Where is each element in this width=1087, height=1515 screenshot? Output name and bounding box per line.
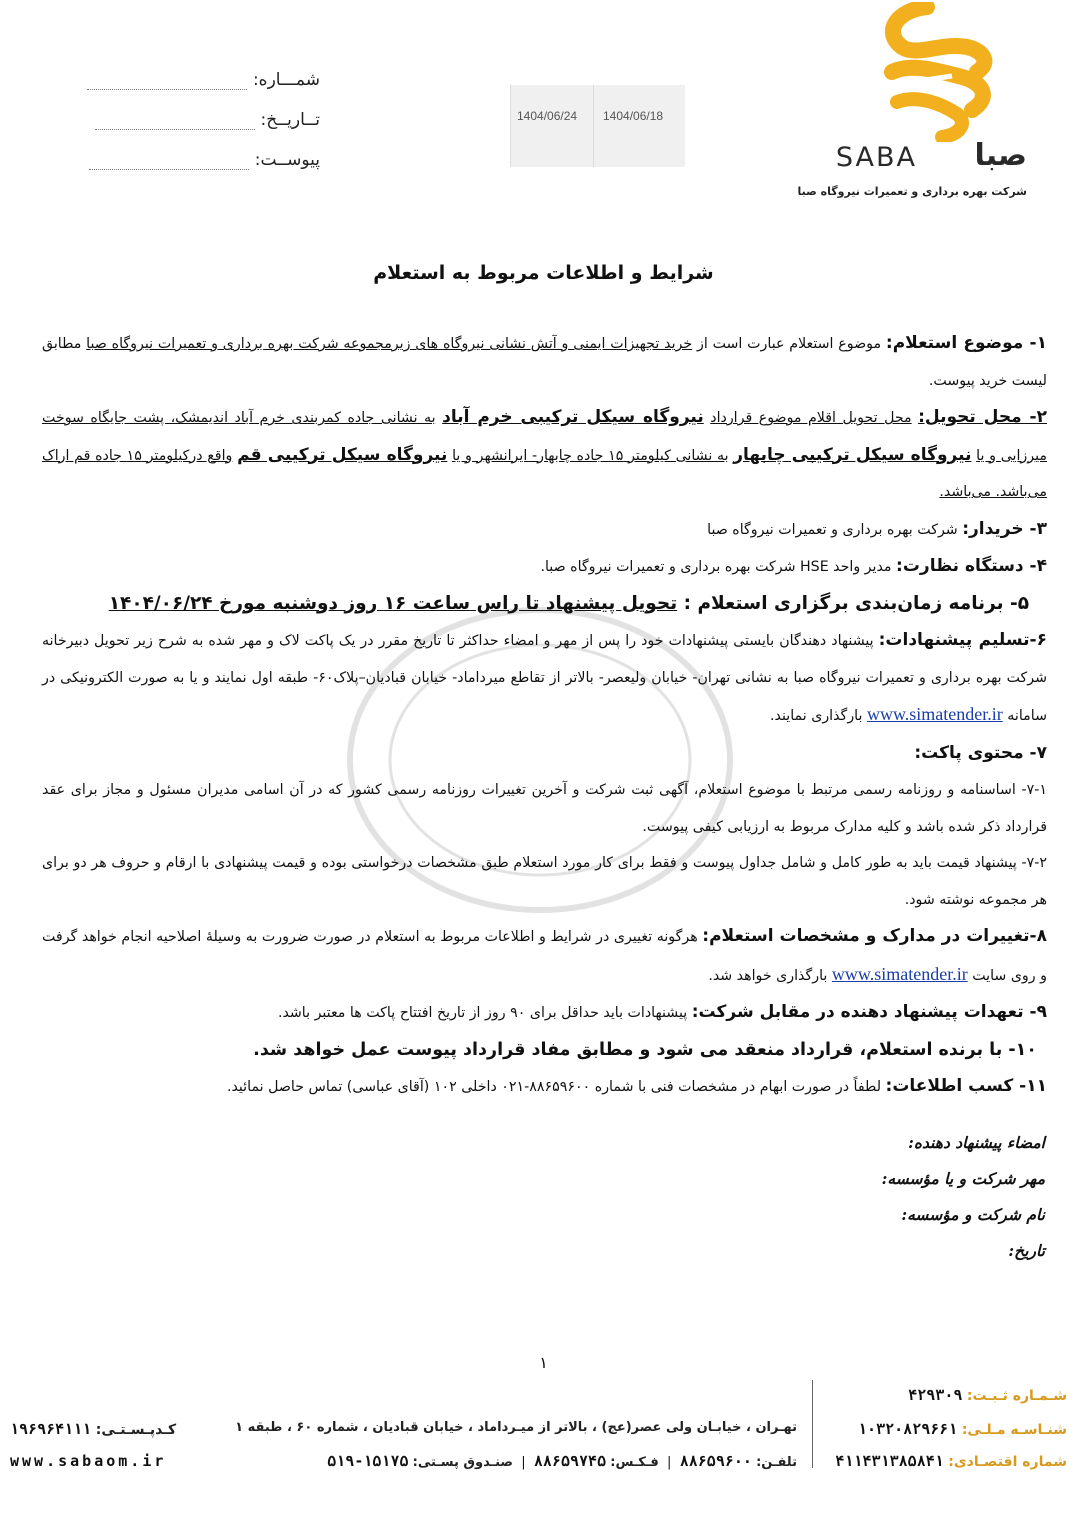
section-11-heading: ۱۱- کسب اطلاعات:	[885, 1076, 1047, 1096]
meta-attach-label: پیوســت:	[254, 150, 320, 170]
meta-date-line	[95, 118, 255, 130]
meta-attachment	[80, 150, 320, 170]
section-5-text: تحویل پیشنهاد تا راس ساعت ۱۶ روز دوشنبه مورخ ۱۴۰۴/۰۶/۲۴	[108, 592, 678, 614]
document-body	[42, 325, 1047, 1106]
meta-date-label: تــاریــخ:	[260, 110, 320, 130]
section-6-link[interactable]: www.simatender.ir	[866, 704, 1003, 724]
footer-divider	[812, 1380, 813, 1468]
section-5	[42, 586, 1047, 623]
footer-address: تهـران ، خیابـان ولی عصر(عج) ، بالاتر از میـرداماد ، خیابان قبادیان ، شماره ۶۰ ، طبقه ۱	[235, 1420, 797, 1435]
section-9	[42, 994, 1047, 1032]
footer-pobox-value: ۱۵۱۷۵-۵۱۹	[327, 1452, 409, 1470]
section-2-text-b: به نشانی جاده کمربندی خرم آباد اندیمشک، پشت جایگاه سوخت میرزایی و یا	[42, 410, 1047, 464]
section-1-text-b: مطابق لیست خرید پیوست.	[42, 336, 1047, 389]
section-2-heading: ۲- محل تحویل:	[918, 407, 1047, 427]
section-1-heading: ۱- موضوع استعلام:	[885, 333, 1047, 353]
section-1	[42, 325, 1047, 399]
page-number: ۱	[539, 1355, 548, 1372]
section-8-link[interactable]: www.simatender.ir	[831, 963, 968, 984]
section-9-text: پیشنهادات باید حداقل برای ۹۰ روز از تاریخ افتتاح پاکت ها معتبر باشد.	[277, 1005, 688, 1021]
section-6-heading: ۶-تسلیم پیشنهادات:	[878, 630, 1047, 650]
footer-economic-value: ۴۱۱۴۳۱۳۸۵۸۴۱	[835, 1452, 944, 1470]
document-title: شرایط و اطلاعات مربوط به استعلام	[373, 262, 714, 284]
meta-number-line	[87, 78, 247, 90]
section-3	[42, 511, 1047, 549]
section-2-text-c: به نشانی کیلومتر ۱۵ جاده چابهار- ایرانشهر و یا	[452, 447, 729, 464]
signature-stamp: مهر شرکت و یا مؤسسه:	[881, 1169, 1045, 1188]
section-7-heading: ۷- محتوی پاکت:	[914, 742, 1047, 763]
section-8	[42, 918, 1047, 994]
section-2-site-1: نیروگاه سیکل ترکیبی خرم آباد	[442, 407, 704, 427]
footer-website[interactable]: www.sabaom.ir	[10, 1452, 167, 1470]
section-4	[42, 548, 1047, 586]
footer-phone-value: ۸۸۶۵۹۶۰۰	[679, 1452, 752, 1470]
section-2	[42, 399, 1047, 511]
signature-date: تاریخ:	[1008, 1241, 1045, 1260]
footer-postal-label: کـدپـسـتـی:	[95, 1422, 177, 1438]
footer-economic-label: شماره اقتصـادی:	[948, 1454, 1067, 1470]
logo-caption: شرکت بهره برداری و تعمیرات نیروگاه صبا	[797, 185, 1027, 198]
section-2-site-2: نیروگاه سیکل ترکیبی چابهار	[733, 444, 972, 465]
section-2-text-a: محل تحویل اقلام موضوع قرارداد	[710, 410, 912, 426]
saba-logo-icon	[872, 2, 1002, 142]
company-logo	[797, 2, 1027, 217]
footer-contacts: تلفـن: ۸۸۶۵۹۶۰۰ | فـکـس: ۸۸۶۵۹۷۴۵ | صنـدوق پسـتی: ۱۵۱۷۵-۵۱۹	[327, 1452, 797, 1470]
footer-reg-value: ۴۲۹۳۰۹	[908, 1386, 963, 1404]
meta-number-label: شمـــاره:	[252, 70, 320, 90]
section-3-text: شرکت بهره برداری و تعمیرات نیروگاه صبا	[707, 521, 958, 538]
section-11	[42, 1068, 1047, 1106]
section-7-1: ۷-۱- اساسنامه و روزنامه رسمی مرتبط با موضوع استعلام، آگهی ثبت شرکت و آخرین تغییرات روزنامه رسمی کشور که در آن اسامی مدیران مسئول و مجاز برای عقد قرارداد ذکر شده باشد و کلیه مدارک مربوط به ارزیابی کیفی پیوست.	[42, 782, 1047, 835]
section-6-text-b: بارگذاری نمایند.	[770, 708, 863, 724]
date-divider	[593, 85, 594, 167]
footer-pobox-label: صنـدوق پسـتی:	[412, 1455, 513, 1470]
footer-reg	[908, 1386, 1067, 1404]
footer-reg-label: شـمـاره ثـبـت:	[966, 1388, 1067, 1404]
signature-bidder: امضاء پیشنهاد دهنده:	[908, 1133, 1045, 1152]
meta-attach-line	[89, 158, 249, 170]
section-4-heading: ۴- دستگاه نظارت:	[896, 556, 1047, 576]
footer	[0, 1380, 1087, 1480]
signature-block	[882, 1125, 1045, 1269]
footer-fax-value: ۸۸۶۵۹۷۴۵	[533, 1452, 607, 1470]
section-9-heading: ۹- تعهدات پیشنهاد دهنده در مقابل شرکت:	[691, 1002, 1047, 1022]
section-11-text: لطفاً در صورت ابهام در مشخصات فنی با شماره ۸۸۶۵۹۶۰۰-۰۲۱ داخلی ۱۰۲ (آقای عباسی) تماس حاصل نمائید.	[226, 1079, 882, 1095]
section-7	[42, 735, 1047, 773]
date-stamp-box	[510, 85, 685, 167]
footer-national-label: شنـاسـه مـلـی:	[961, 1422, 1067, 1438]
section-1-text-underlined: خرید تجهیزات ایمنی و آتش نشانی نیروگاه های زیرمجموعه شرکت بهره برداری و تعمیرات نیروگاه صبا	[86, 336, 693, 352]
footer-national-value: ۱۰۳۲۰۸۲۹۶۶۱	[858, 1420, 958, 1438]
logo-latin-text: SABA	[835, 142, 917, 173]
section-2-text-d: واقع درکیلومتر ۱۵ جاده قم اراک می‌باشد. می‌باشد.	[42, 447, 1047, 500]
meta-number	[80, 70, 320, 90]
footer-economic	[835, 1452, 1067, 1470]
section-2-site-3: نیروگاه سیکل ترکیبی قم	[237, 444, 448, 465]
section-6	[42, 622, 1047, 735]
section-6-text-a: پیشنهاد دهندگان بایستی پیشنهادات خود را پس از مهر و امضاء حداکثر تا تاریخ مقرر در یک پاکت لاک و مهر شده به شرح زیر تحویل دبیرخانه شرکت بهره برداری و تعمیرات نیروگاه صبا به نشانی تهران- خیابان ولیعصر- بالاتر از تقاطع میرداماد- خیابان قبادیان–پلاک۶۰- طبقه اول نمایند و یا به صورت الکترونیکی در سامانه	[42, 633, 1047, 724]
section-10: ۱۰- با برنده استعلام، قرارداد منعقد می شود و مطابق مفاد قرارداد پیوست عمل خواهد شد.	[253, 1039, 1037, 1060]
section-3-heading: ۳- خریدار:	[962, 518, 1047, 539]
signature-company-name: نام شرکت و مؤسسه:	[901, 1205, 1045, 1224]
footer-postal-value: ۱۹۶۹۶۴۱۱۱	[10, 1420, 92, 1438]
date-2: 1404/06/24	[517, 109, 578, 123]
footer-national	[858, 1420, 1067, 1438]
section-7-2: ۷-۲- پیشنهاد قیمت باید به طور کامل و شامل جداول پیوست و فقط برای کار مورد استعلام طبق مشخصات درخواستی بوده و قیمت پیشنهادی با ارقام و حروف هر دو برای هر مجموعه نوشته شود.	[42, 855, 1047, 908]
meta-date	[80, 110, 320, 130]
section-8-text-a: هرگونه تغییری در شرایط و اطلاعات مربوط به استعلام در صورت ضرورت به وسیلهٔ اصلاحیه انجام خواهد گرفت و روی سایت	[42, 929, 1047, 984]
section-8-text-b: بارگذاری خواهد شد.	[708, 967, 828, 984]
section-1-text-a: موضوع استعلام عبارت است از	[696, 336, 882, 352]
section-4-text: مدیر واحد HSE شرکت بهره برداری و تعمیرات نیروگاه صبا.	[540, 559, 892, 575]
logo-persian-text: صبا	[974, 138, 1027, 173]
footer-postal	[10, 1420, 176, 1438]
section-5-heading: ۵- برنامه زمان‌بندی برگزاری استعلام :	[683, 592, 1029, 614]
footer-phone-label: تلفـن:	[756, 1455, 797, 1470]
footer-fax-label: فـکـس:	[610, 1455, 659, 1470]
date-1: 1404/06/18	[603, 109, 664, 123]
section-8-heading: ۸-تغییرات در مدارک و مشخصات استعلام:	[702, 926, 1048, 946]
